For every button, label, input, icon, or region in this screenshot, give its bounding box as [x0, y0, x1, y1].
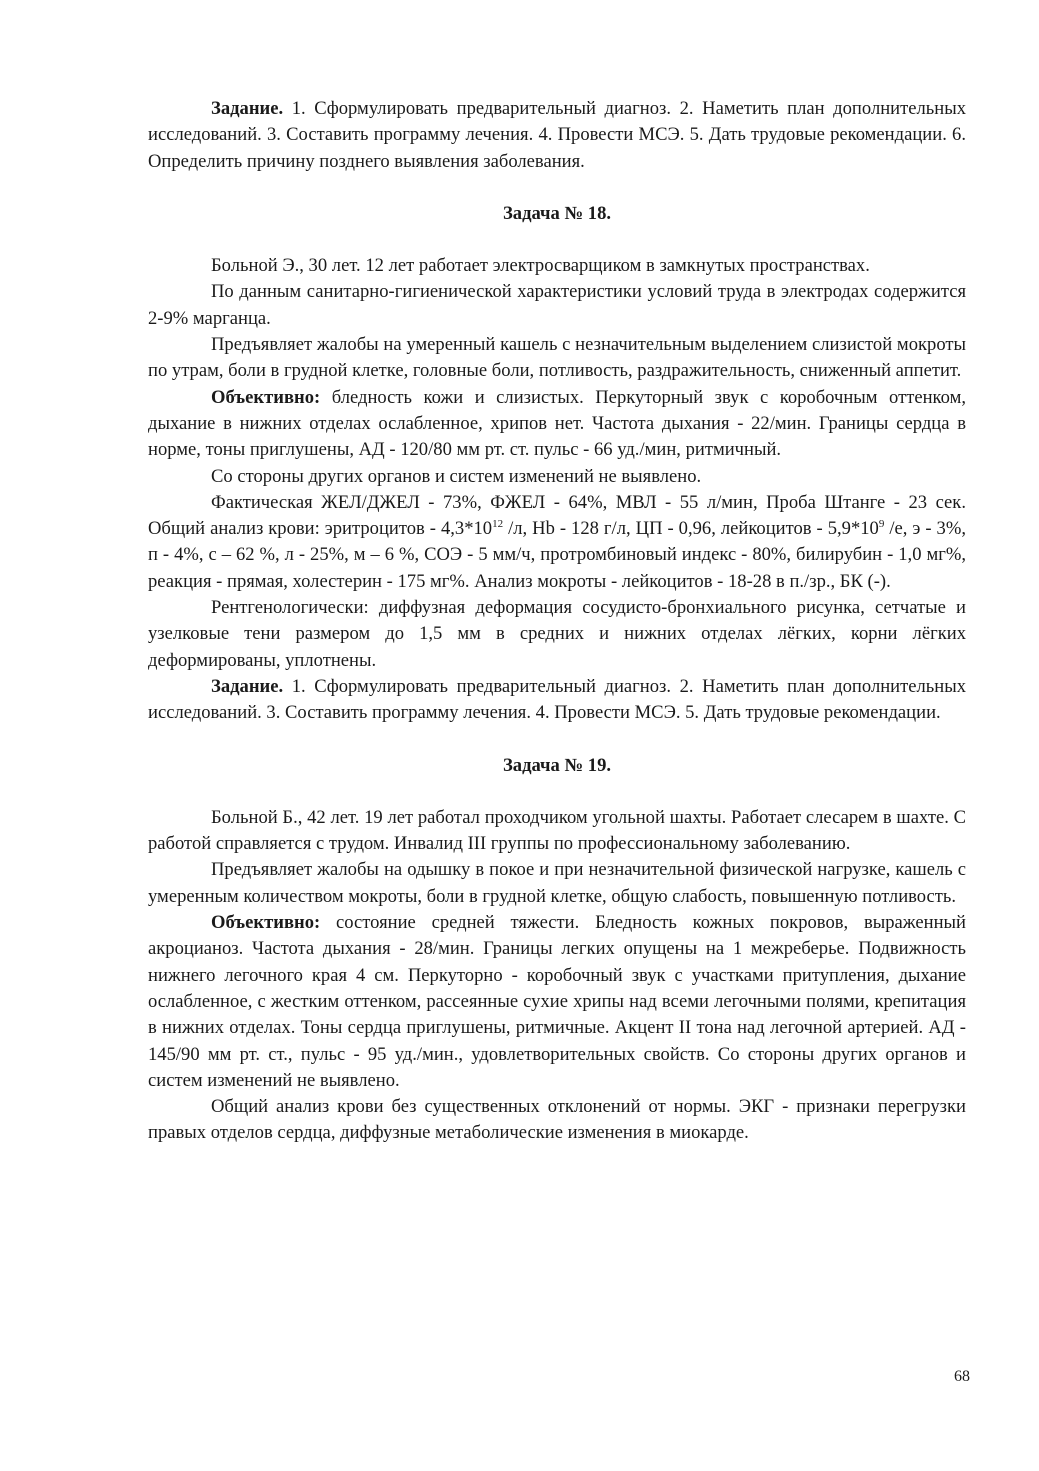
task-18-patient: Больной Э., 30 лет. 12 лет работает электросварщиком в замкнутых пространствах. [211, 255, 870, 277]
objective-label: Объективно: [211, 386, 321, 408]
task-19-lab-ecg: Общий анализ крови без существенных отклонений от нормы. ЭКГ - признаки перегрузки правых отделов сердца, диффузные метаболические изменения в миокарде. [148, 1096, 966, 1144]
task-18-objective [148, 385, 966, 464]
task-19-objective [148, 910, 966, 1094]
objective-text: состояние средней тяжести. Бледность кожных покровов, выраженный акроцианоз. Частота дыхания - 28/мин. Границы легких опущены на 1 межреберье. Подвижность нижнего легочного края 4 см. Перкуторно - коробочный звук с участками притупления, дыхание ослабленное, с жестким оттенком, рассеянные сухие хрипы над всеми легочными полями, крепитация в нижних отделах. Тоны сердца приглушены, ритмичные. Акцент II тона над легочной артерией. АД - 145/90 мм рт. ст., пульс - 95 уд./мин., удовлетворительных свойств. Со стороны других органов и систем изменений не выявлено. [148, 912, 966, 1091]
task-18-assignment [148, 674, 966, 727]
objective-label: Объективно: [211, 912, 321, 934]
objective-text: бледность кожи и слизистых. Перкуторный звук с коробочным оттенком, дыхание в нижних отделах ослабленное, хрипов нет. Частота дыхания - 22/мин. Границы сердца в норме, тоны приглушены, АД - 120/80 мм рт. ст. пульс - 66 уд./мин, ритмичный. [148, 386, 966, 461]
task-text: 1. Сформулировать предварительный диагноз. 2. Наметить план дополнительных исследований. 3. Составить программу лечения. 4. Провести МСЭ. 5. Дать трудовые рекомендации. 6. Определить причину позднего выявления заболевания. [148, 98, 966, 172]
task-18-heading: Задача № 18. [502, 202, 612, 224]
task-18-other-organs: Со стороны других органов и систем изменений не выявлено. [211, 465, 702, 487]
task-label: Задание. [211, 98, 284, 119]
task-text: 1. Сформулировать предварительный диагноз. 2. Наметить план дополнительных исследований. 3. Составить программу лечения. 4. Провести МСЭ. 5. Дать трудовые рекомендации. [148, 675, 966, 724]
exponent-9: 9 [878, 518, 885, 531]
task-18-hygiene: По данным санитарно-гигиенической характеристики условий труда в электродах содержится 2-9% марганца. [148, 281, 966, 329]
task-18-lab-results [148, 490, 966, 595]
task-19-heading: Задача № 19. [502, 754, 612, 776]
lab-text-b: /л, Hb - 128 г/л, ЦП - 0,96, лейкоцитов - 5,9*10 [503, 518, 879, 540]
task-label: Задание. [211, 675, 284, 697]
task-19-patient: Больной Б., 42 лет. 19 лет работал проходчиком угольной шахты. Работает слесарем в шахте. С работой справляется с трудом. Инвалид III группы по профессиональному заболеванию. [148, 806, 966, 855]
exponent-12: 12 [492, 518, 504, 531]
lab-text-a: Фактическая ЖЕЛ/ДЖЕЛ - 73%, ФЖЕЛ - 64%, МВЛ - 55 л/мин, Проба Штанге - 23 сек. Общий анализ крови: эритроцитов - 4,3*10 [148, 491, 966, 540]
page-number: 68 [954, 1368, 970, 1385]
intro-task-paragraph [148, 96, 966, 175]
document-page [148, 96, 966, 1147]
lab-text-c: /е, э - 3%, п - 4%, с – 62 %, л - 25%, м – 6 %, СОЭ - 5 мм/ч, протромбиновый индекс - 80%, билирубин - 1,0 мг%, реакция - прямая, холестерин - 175 мг%. Анализ мокроты - лейкоцитов - 18-28 в п./зр., БК (-). [148, 518, 966, 592]
task-19-complaints: Предъявляет жалобы на одышку в покое и при незначительной физической нагрузке, кашель с умеренным количеством мокроты, боли в грудной клетке, общую слабость, повышенную потливость. [148, 859, 966, 907]
task-18-xray: Рентгенологически: диффузная деформация сосудисто-бронхиального рисунка, сетчатые и узелковые тени размером до 1,5 мм в средних и нижних отделах лёгких, корни лёгких деформированы, уплотнены. [148, 597, 966, 671]
task-18-complaints: Предъявляет жалобы на умеренный кашель с незначительным выделением слизистой мокроты по утрам, боли в грудной клетке, головные боли, потливость, раздражительность, сниженный аппетит. [148, 334, 966, 382]
